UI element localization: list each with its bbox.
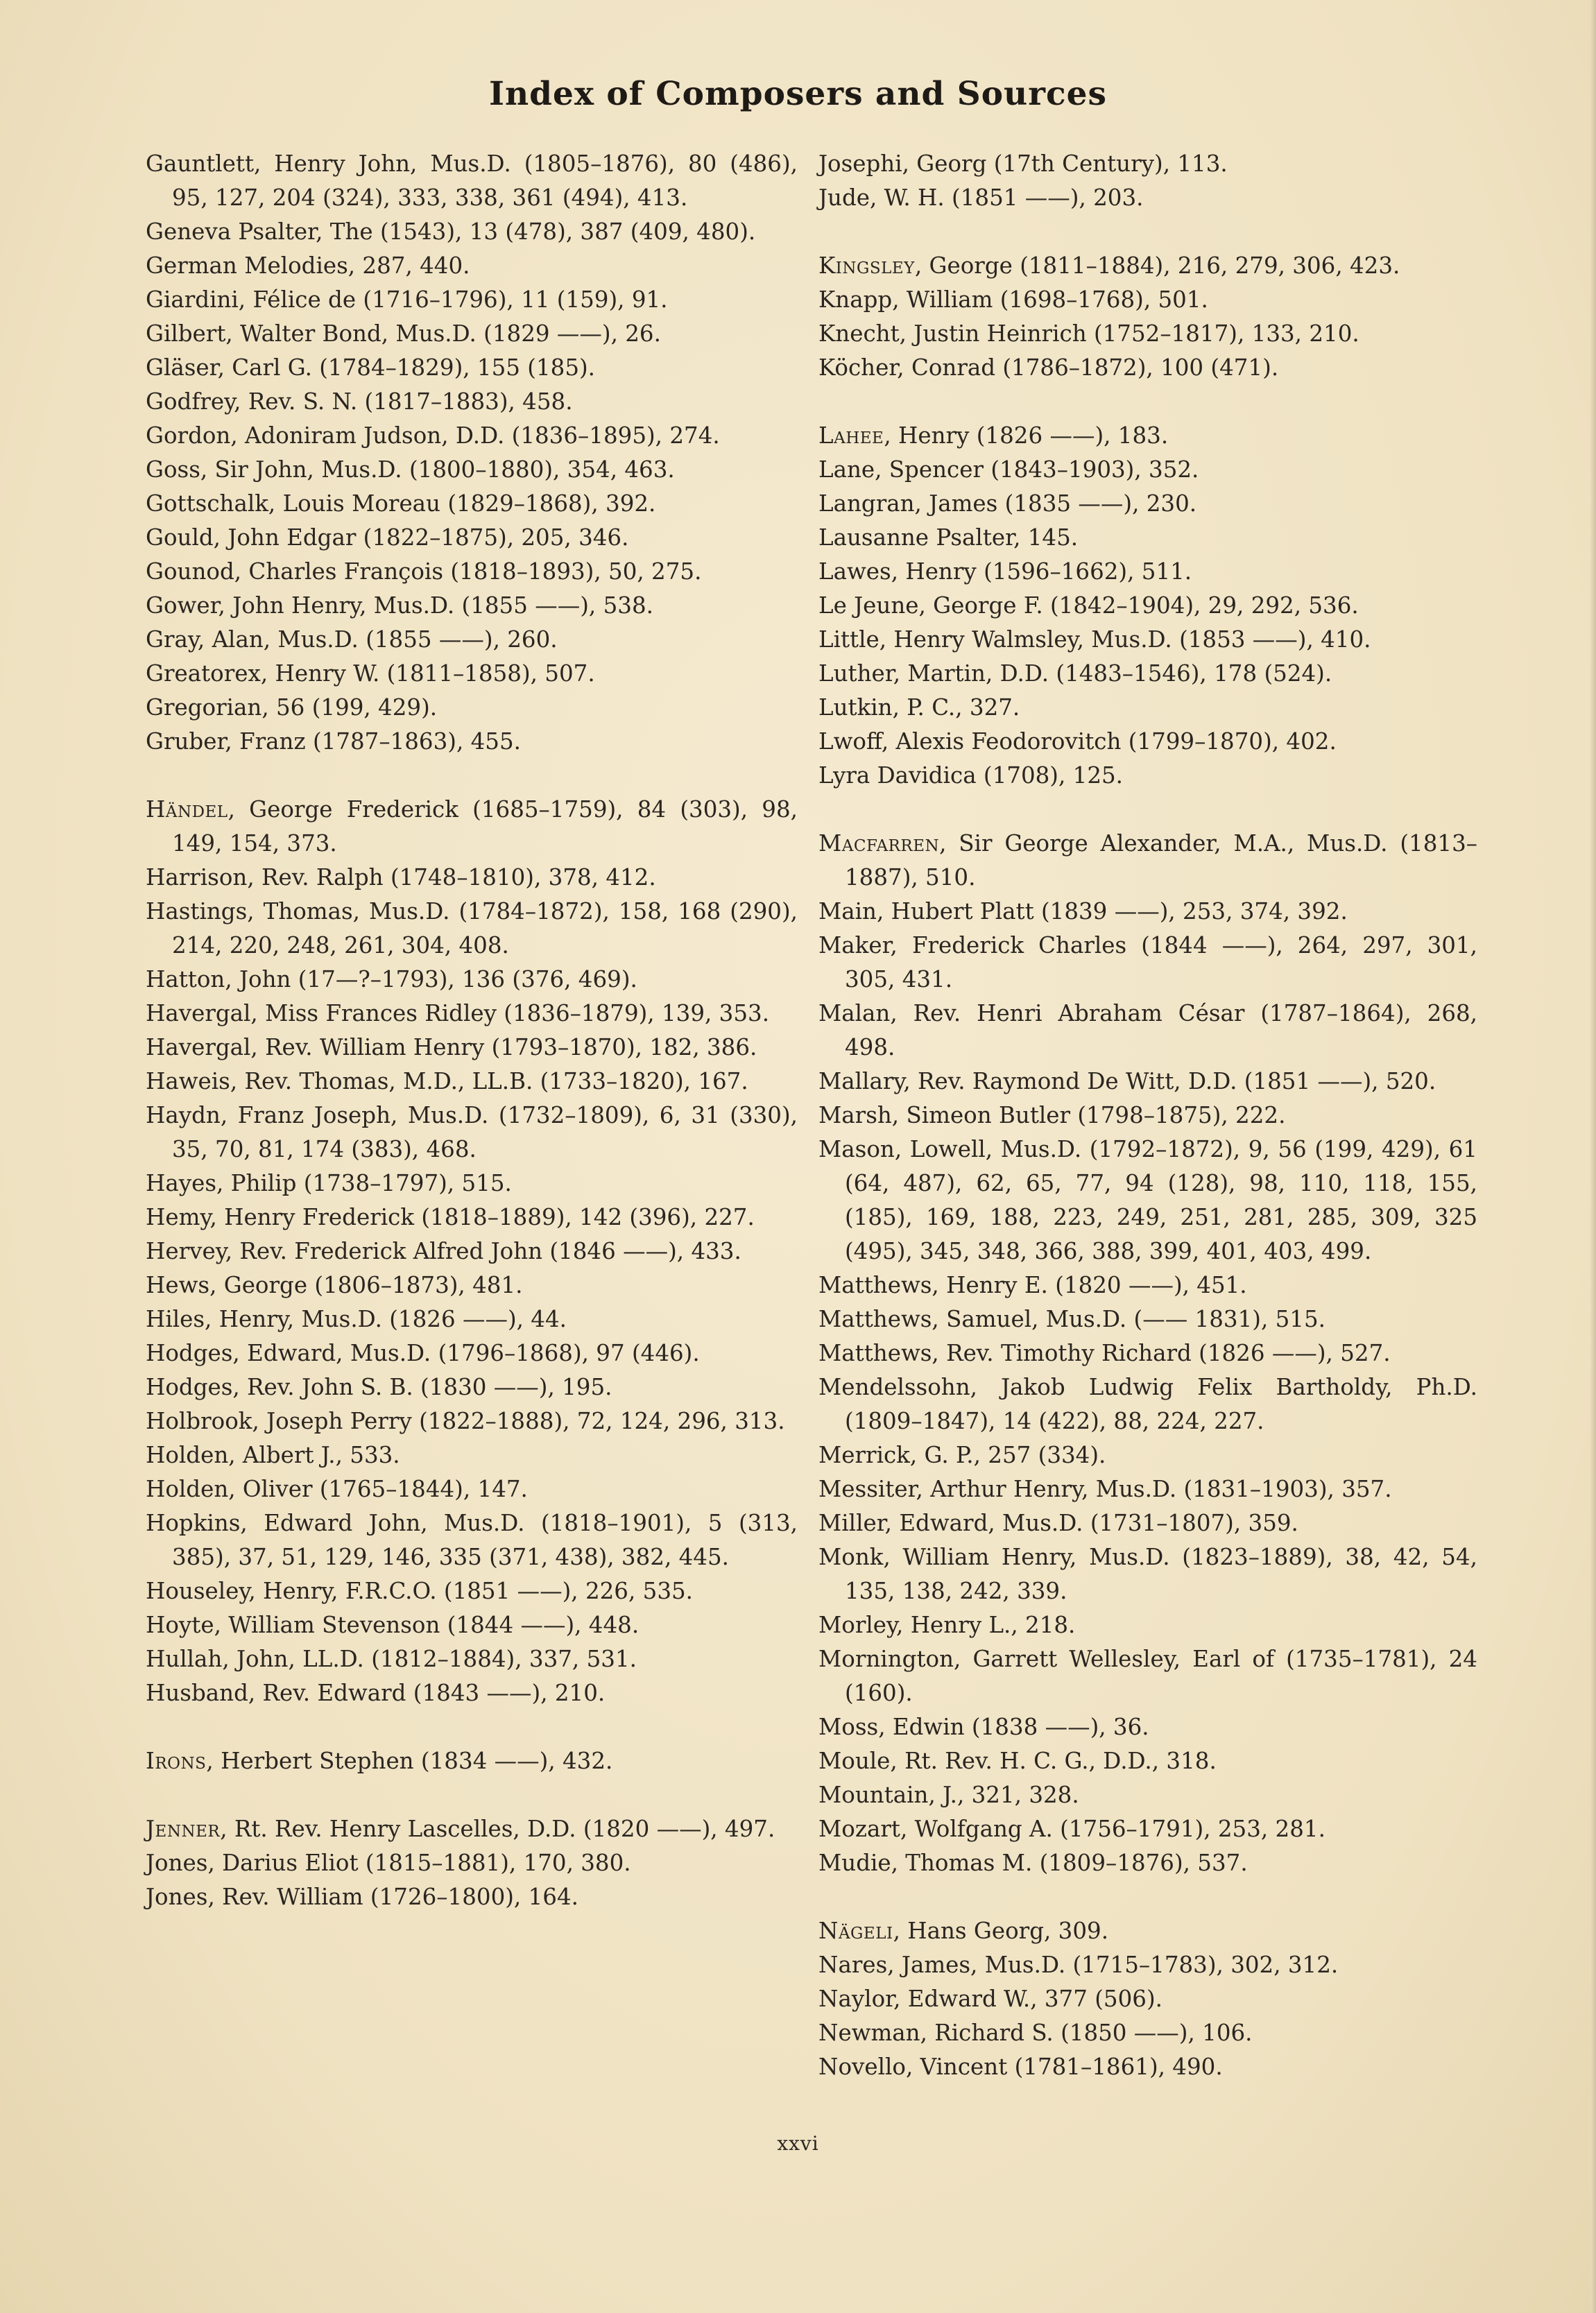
index-entry-text: Naylor, Edward W., 377 (506).: [818, 1986, 1162, 2012]
index-entry-text: Lane, Spencer (1843–1903), 352.: [818, 456, 1199, 483]
index-entry: [818, 895, 1477, 929]
index-entry-text: Jones, Rev. William (1726–1800), 164.: [146, 1884, 578, 1910]
index-entry-text: Miller, Edward, Mus.D. (1731–1807), 359.: [818, 1510, 1298, 1536]
section-gap: [146, 1778, 798, 1812]
index-entry-text: Knapp, William (1698–1768), 501.: [818, 286, 1208, 313]
index-entry-text: Moss, Edwin (1838 ——), 36.: [818, 1714, 1149, 1740]
index-entry-surname: Händel: [146, 796, 228, 823]
index-entry-text: Hastings, Thomas, Mus.D. (1784–1872), 158, 168 (290), 214, 220, 248, 261, 304, 408.: [146, 898, 798, 958]
index-entry-text: Gregorian, 56 (199, 429).: [146, 694, 438, 721]
index-entry-text: Lyra Davidica (1708), 125.: [818, 762, 1124, 789]
index-entry-text: Harrison, Rev. Ralph (1748–1810), 378, 412.: [146, 864, 656, 891]
index-entry-text: Matthews, Rev. Timothy Richard (1826 ——), 527.: [818, 1340, 1391, 1366]
index-entry-text: Luther, Martin, D.D. (1483–1546), 178 (524).: [818, 660, 1332, 687]
index-entry: [146, 963, 798, 997]
index-entry-text: , Henry (1826 ——), 183.: [884, 422, 1169, 449]
index-entry: [818, 1846, 1477, 1880]
index-entry-text: Holbrook, Joseph Perry (1822–1888), 72, 124, 296, 313.: [146, 1408, 785, 1434]
section-gap: [818, 385, 1477, 419]
index-entry-text: Langran, James (1835 ——), 230.: [818, 490, 1197, 517]
index-entry: [818, 1812, 1477, 1846]
index-entry: [818, 1133, 1477, 1269]
index-entry: [818, 453, 1477, 487]
index-entry-text: Lutkin, P. C., 327.: [818, 694, 1020, 721]
index-entry: [818, 1744, 1477, 1778]
index-entry-text: Monk, William Henry, Mus.D. (1823–1889), 38, 42, 54, 135, 138, 242, 339.: [818, 1544, 1477, 1604]
index-entry-text: Havergal, Miss Frances Ridley (1836–1879), 139, 353.: [146, 1000, 770, 1026]
index-entry: [146, 589, 798, 623]
index-entry-text: Houseley, Henry, F.R.C.O. (1851 ——), 226, 535.: [146, 1578, 694, 1604]
index-entry: [146, 1336, 798, 1370]
index-entry: [818, 555, 1477, 589]
index-entry-text: Newman, Richard S. (1850 ——), 106.: [818, 2020, 1253, 2046]
index-entry: [146, 793, 798, 861]
index-entry-text: Gruber, Franz (1787–1863), 455.: [146, 728, 521, 755]
index-entry-text: Hullah, John, LL.D. (1812–1884), 337, 531.: [146, 1646, 637, 1672]
index-entry: [818, 1710, 1477, 1744]
index-entry: [818, 1370, 1477, 1438]
page-title: Index of Composers and Sources: [489, 75, 1107, 113]
index-entry-text: , Hans Georg, 309.: [893, 1918, 1109, 1944]
index-entry-text: Gordon, Adoniram Judson, D.D. (1836–1895), 274.: [146, 422, 720, 449]
index-entry: [146, 317, 798, 351]
index-entry: [818, 691, 1477, 725]
index-entry-text: Holden, Oliver (1765–1844), 147.: [146, 1476, 528, 1502]
index-entry-text: Mendelssohn, Jakob Ludwig Felix Bartholdy, Ph.D. (1809–1847), 14 (422), 88, 224, 227.: [818, 1374, 1477, 1434]
index-entry-text: Gower, John Henry, Mus.D. (1855 ——), 538.: [146, 592, 653, 619]
section-gap: [146, 1710, 798, 1744]
index-entry-text: Novello, Vincent (1781–1861), 490.: [818, 2054, 1223, 2080]
index-entry-surname: Nägeli: [818, 1918, 893, 1944]
index-entry-surname: Kingsley: [818, 252, 915, 279]
index-entry: [818, 1336, 1477, 1370]
index-entry-surname: Irons: [146, 1748, 207, 1774]
index-entry: [146, 1099, 798, 1167]
index-entry-text: Mountain, J., 321, 328.: [818, 1782, 1079, 1808]
index-entry: [818, 351, 1477, 385]
index-entry: [146, 895, 798, 963]
index-entry: [146, 419, 798, 453]
index-entry-text: Hervey, Rev. Frederick Alfred John (1846 ——), 433.: [146, 1238, 741, 1264]
index-entry: [818, 1065, 1477, 1099]
index-entry: [146, 283, 798, 317]
index-entry-text: Geneva Psalter, The (1543), 13 (478), 387 (409, 480).: [146, 218, 756, 245]
index-entry-text: , Herbert Stephen (1834 ——), 432.: [206, 1748, 613, 1774]
index-entry: [146, 351, 798, 385]
index-entry: [818, 1302, 1477, 1336]
index-entry: [818, 725, 1477, 759]
index-entry: [146, 215, 798, 249]
index-entry-text: Giardini, Félice de (1716–1796), 11 (159), 91.: [146, 286, 668, 313]
page-edge: [1590, 0, 1596, 2313]
index-entry-text: Hoyte, William Stevenson (1844 ——), 448.: [146, 1612, 640, 1638]
index-entry-text: Hopkins, Edward John, Mus.D. (1818–1901), 5 (313, 385), 37, 51, 129, 146, 335 (371, 438), 382, 445.: [146, 1510, 798, 1570]
index-entry-text: Merrick, G. P., 257 (334).: [818, 1442, 1106, 1468]
index-entry: [146, 1812, 798, 1846]
index-entry-surname: Macfarren: [818, 830, 940, 857]
index-entry: [818, 521, 1477, 555]
index-entry: [146, 1676, 798, 1710]
index-entry: [818, 1982, 1477, 2016]
index-entry: [146, 997, 798, 1031]
index-entry: [146, 1201, 798, 1235]
index-entry: [818, 1778, 1477, 1812]
index-entry-text: Messiter, Arthur Henry, Mus.D. (1831–1903), 357.: [818, 1476, 1392, 1502]
index-entry-text: Gauntlett, Henry John, Mus.D. (1805–1876), 80 (486), 95, 127, 204 (324), 333, 338, 361 (494), 413.: [146, 151, 798, 211]
index-entry: [818, 1269, 1477, 1302]
section-gap: [818, 215, 1477, 249]
index-entry: [818, 589, 1477, 623]
index-entry: [146, 1472, 798, 1506]
index-entry-text: Mason, Lowell, Mus.D. (1792–1872), 9, 56 (199, 429), 61 (64, 487), 62, 65, 77, 94 (128), 98, 110, 118, 155, (185), 169, 188, 223, 249, 251, 281, 285, 309, 325 (495), 345, 348, 366, 388, 399, 401, 403, 499.: [818, 1136, 1477, 1264]
index-entry: [146, 1235, 798, 1269]
index-entry-text: Husband, Rev. Edward (1843 ——), 210.: [146, 1680, 606, 1706]
index-entry: [818, 929, 1477, 997]
index-entry: [146, 521, 798, 555]
index-entry: [146, 147, 798, 215]
index-entry: [818, 759, 1477, 793]
index-entry-text: Nares, James, Mus.D. (1715–1783), 302, 312.: [818, 1952, 1339, 1978]
index-entry-text: Gould, John Edgar (1822–1875), 205, 346.: [146, 524, 629, 551]
index-entry: [818, 419, 1477, 453]
index-entry-text: Morley, Henry L., 218.: [818, 1612, 1076, 1638]
index-entry-text: Mudie, Thomas M. (1809–1876), 537.: [818, 1850, 1248, 1876]
index-entry: [818, 249, 1477, 283]
index-entry-text: Maker, Frederick Charles (1844 ——), 264, 297, 301, 305, 431.: [818, 932, 1477, 992]
index-entry-text: Jones, Darius Eliot (1815–1881), 170, 380.: [146, 1850, 631, 1876]
index-entry-text: Godfrey, Rev. S. N. (1817–1883), 458.: [146, 388, 573, 415]
index-entry-text: Matthews, Henry E. (1820 ——), 451.: [818, 1272, 1247, 1298]
index-entry: [146, 623, 798, 657]
index-entry-text: Moule, Rt. Rev. H. C. G., D.D., 318.: [818, 1748, 1217, 1774]
index-entry-text: Havergal, Rev. William Henry (1793–1870), 182, 386.: [146, 1034, 757, 1060]
index-entry: [818, 487, 1477, 521]
index-entry-text: Little, Henry Walmsley, Mus.D. (1853 ——), 410.: [818, 626, 1371, 653]
index-entry-surname: Lahee: [818, 422, 884, 449]
index-entry-text: Gray, Alan, Mus.D. (1855 ——), 260.: [146, 626, 558, 653]
index-entry: [146, 487, 798, 521]
index-entry: [818, 283, 1477, 317]
index-entry: [818, 2016, 1477, 2050]
index-entry: [146, 1302, 798, 1336]
index-entry-text: Hiles, Henry, Mus.D. (1826 ——), 44.: [146, 1306, 567, 1332]
index-entry-text: , Rt. Rev. Henry Lascelles, D.D. (1820 ——), 497.: [220, 1816, 775, 1842]
index-entry: [146, 1438, 798, 1472]
index-entry: [818, 657, 1477, 691]
index-entry: [146, 1642, 798, 1676]
index-entry-text: Hayes, Philip (1738–1797), 515.: [146, 1170, 512, 1196]
index-entry: [146, 1608, 798, 1642]
index-entry-text: , George Frederick (1685–1759), 84 (303), 98, 149, 154, 373.: [172, 796, 798, 857]
index-entry-text: Le Jeune, George F. (1842–1904), 29, 292, 536.: [818, 592, 1359, 619]
index-column-left: [146, 147, 798, 1914]
index-entry: [146, 555, 798, 589]
index-entry-text: Jude, W. H. (1851 ——), 203.: [818, 184, 1144, 211]
index-entry-text: Main, Hubert Platt (1839 ——), 253, 374, 392.: [818, 898, 1348, 925]
index-entry: [818, 623, 1477, 657]
index-entry-text: Josephi, Georg (17th Century), 113.: [818, 151, 1228, 177]
index-entry-text: , Sir George Alexander, M.A., Mus.D. (1813–1887), 510.: [845, 830, 1477, 891]
index-entry: [818, 2050, 1477, 2084]
section-gap: [818, 793, 1477, 827]
section-gap: [818, 1880, 1477, 1914]
index-column-right: [818, 147, 1477, 2084]
index-entry: [818, 1099, 1477, 1133]
index-entry: [146, 691, 798, 725]
index-entry: [818, 1608, 1477, 1642]
index-entry: [146, 385, 798, 419]
index-entry: [818, 997, 1477, 1065]
index-entry-text: Haweis, Rev. Thomas, M.D., LL.B. (1733–1820), 167.: [146, 1068, 748, 1094]
index-entry: [818, 1438, 1477, 1472]
index-entry: [818, 827, 1477, 895]
index-entry-text: Lawes, Henry (1596–1662), 511.: [818, 558, 1192, 585]
index-entry-text: Gounod, Charles François (1818–1893), 50, 275.: [146, 558, 702, 585]
index-entry-text: Marsh, Simeon Butler (1798–1875), 222.: [818, 1102, 1286, 1128]
index-entry: [146, 1404, 798, 1438]
index-entry-text: Knecht, Justin Heinrich (1752–1817), 133, 210.: [818, 320, 1359, 347]
index-entry: [146, 1031, 798, 1065]
index-entry-text: Hodges, Rev. John S. B. (1830 ——), 195.: [146, 1374, 612, 1400]
index-entry-text: Malan, Rev. Henri Abraham César (1787–1864), 268, 498.: [818, 1000, 1477, 1060]
index-entry: [146, 861, 798, 895]
index-entry: [818, 317, 1477, 351]
index-entry-text: Lwoff, Alexis Feodorovitch (1799–1870), 402.: [818, 728, 1337, 755]
index-entry: [146, 249, 798, 283]
index-entry-text: , George (1811–1884), 216, 279, 306, 423.: [914, 252, 1400, 279]
index-entry-text: Mornington, Garrett Wellesley, Earl of (1735–1781), 24 (160).: [818, 1646, 1477, 1706]
index-entry: [146, 1506, 798, 1574]
index-entry-text: Hodges, Edward, Mus.D. (1796–1868), 97 (446).: [146, 1340, 700, 1366]
index-entry: [818, 1540, 1477, 1608]
index-entry: [818, 147, 1477, 181]
index-entry: [818, 181, 1477, 215]
index-entry: [146, 725, 798, 759]
index-entry-text: Holden, Albert J., 533.: [146, 1442, 400, 1468]
index-entry-text: Gläser, Carl G. (1784–1829), 155 (185).: [146, 354, 596, 381]
section-gap: [146, 759, 798, 793]
index-entry-text: Mallary, Rev. Raymond De Witt, D.D. (1851 ——), 520.: [818, 1068, 1436, 1094]
index-entry-text: Hews, George (1806–1873), 481.: [146, 1272, 523, 1298]
index-entry: [146, 657, 798, 691]
index-entry-text: Lausanne Psalter, 145.: [818, 524, 1079, 551]
index-entry-text: Goss, Sir John, Mus.D. (1800–1880), 354, 463.: [146, 456, 675, 483]
index-entry-text: German Melodies, 287, 440.: [146, 252, 470, 279]
page-number: xxvi: [777, 2132, 819, 2155]
index-entry-text: Haydn, Franz Joseph, Mus.D. (1732–1809), 6, 31 (330), 35, 70, 81, 174 (383), 468.: [146, 1102, 798, 1162]
index-entry: [146, 1574, 798, 1608]
index-entry-text: Matthews, Samuel, Mus.D. (—— 1831), 515.: [818, 1306, 1325, 1332]
index-entry: [818, 1506, 1477, 1540]
index-entry: [146, 1370, 798, 1404]
index-entry-text: Greatorex, Henry W. (1811–1858), 507.: [146, 660, 595, 687]
index-entry-text: Gilbert, Walter Bond, Mus.D. (1829 ——), 26.: [146, 320, 661, 347]
index-entry: [146, 1744, 798, 1778]
index-entry: [146, 1065, 798, 1099]
index-entry-surname: Jenner: [146, 1816, 221, 1842]
index-entry-text: Mozart, Wolfgang A. (1756–1791), 253, 281.: [818, 1816, 1325, 1842]
index-entry: [146, 1846, 798, 1880]
index-entry: [818, 1642, 1477, 1710]
index-entry: [146, 1880, 798, 1914]
index-entry-text: Hatton, John (17—?–1793), 136 (376, 469).: [146, 966, 637, 992]
index-entry: [818, 1948, 1477, 1982]
index-entry: [146, 1269, 798, 1302]
index-entry-text: Köcher, Conrad (1786–1872), 100 (471).: [818, 354, 1279, 381]
index-entry-text: Hemy, Henry Frederick (1818–1889), 142 (396), 227.: [146, 1204, 755, 1230]
index-entry: [818, 1914, 1477, 1948]
index-entry: [818, 1472, 1477, 1506]
index-entry-text: Gottschalk, Louis Moreau (1829–1868), 392.: [146, 490, 656, 517]
index-entry: [146, 453, 798, 487]
index-entry: [146, 1167, 798, 1201]
